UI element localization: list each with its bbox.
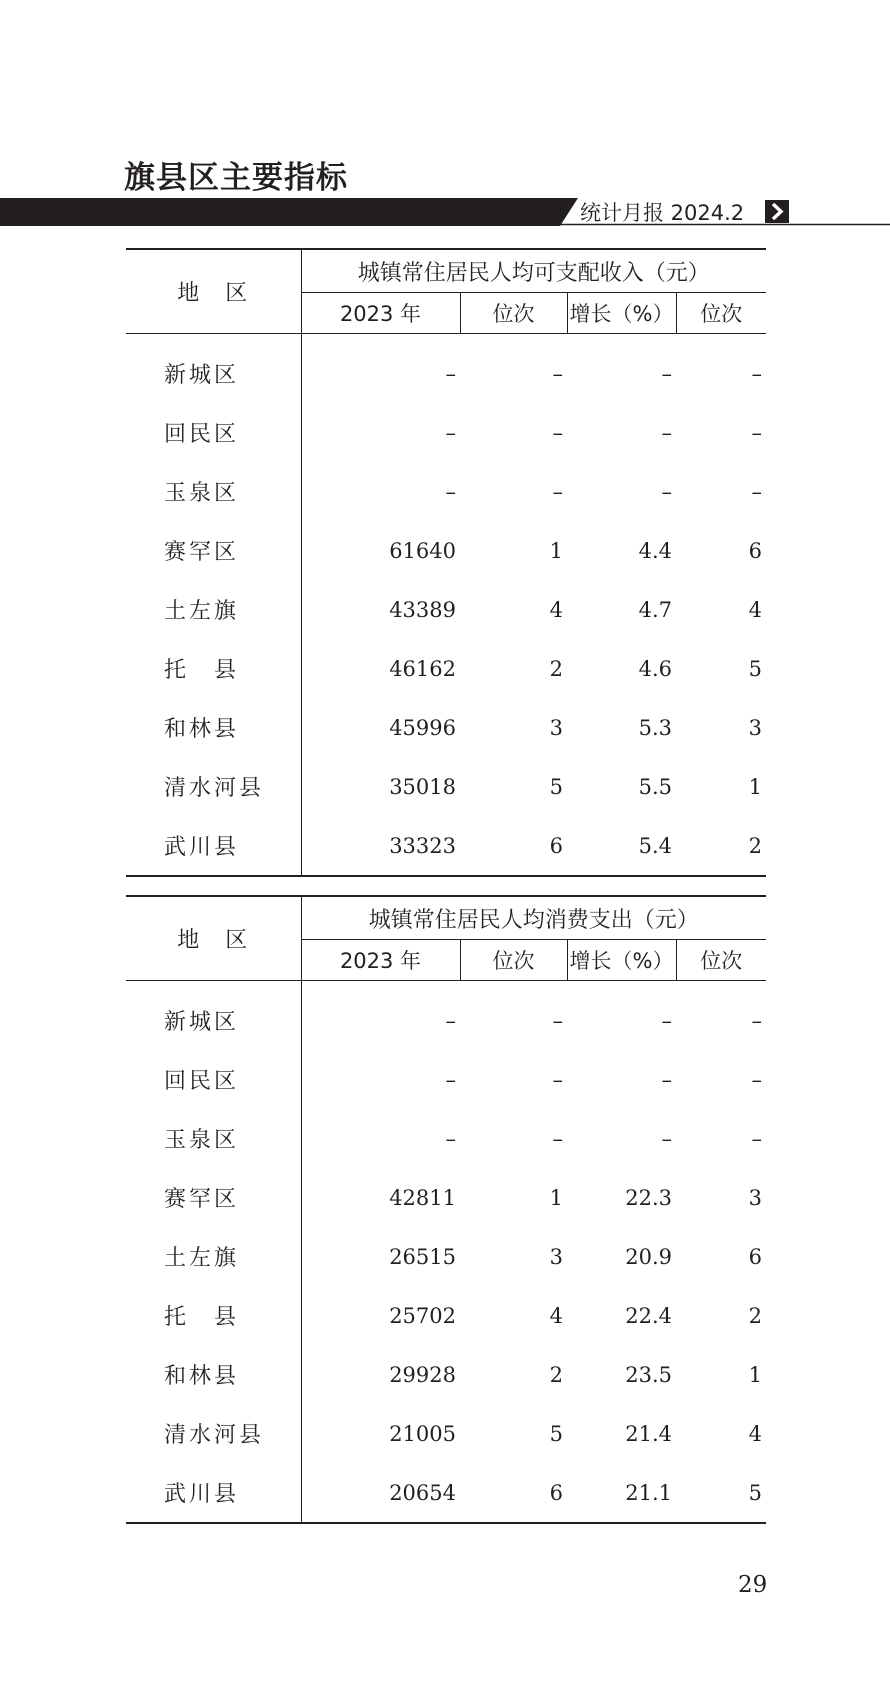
rank-cell: 3 xyxy=(549,1244,563,1269)
growth-cell: – xyxy=(661,420,672,445)
table-row xyxy=(126,462,766,521)
growth-cell: – xyxy=(661,1008,672,1033)
table-row xyxy=(126,1404,766,1463)
growth-rank-cell: 5 xyxy=(748,1480,763,1505)
growth-cell: 23.5 xyxy=(625,1362,672,1387)
value-cell: 42811 xyxy=(389,1185,456,1210)
growth-rank-cell: 5 xyxy=(748,656,763,681)
region-cell: 清水河县 xyxy=(126,757,301,816)
rank-cell: – xyxy=(552,361,563,386)
growth-rank-cell: 1 xyxy=(748,774,763,799)
rank-cell: 4 xyxy=(549,1303,563,1328)
growth-rank-cell: 2 xyxy=(748,833,763,858)
table-row xyxy=(126,816,766,876)
region-cell: 土左旗 xyxy=(126,1227,301,1286)
growth-rank-cell: – xyxy=(751,479,763,504)
growth-cell: – xyxy=(661,361,672,386)
table-row xyxy=(126,580,766,639)
region-cell: 托 县 xyxy=(126,1286,301,1345)
table-row xyxy=(126,1109,766,1168)
growth-rank-cell: 4 xyxy=(748,1421,763,1446)
chevron-right-icon xyxy=(765,200,789,223)
growth-cell: – xyxy=(661,1067,672,1092)
table-body xyxy=(126,334,766,877)
growth-rank-cell: – xyxy=(751,420,763,445)
value-cell: – xyxy=(445,1126,456,1151)
rank-cell: 3 xyxy=(549,715,563,740)
value-cell: – xyxy=(445,1008,456,1033)
value-cell: – xyxy=(445,1067,456,1092)
growth-cell: 4.7 xyxy=(638,597,672,622)
rank-cell: – xyxy=(552,479,563,504)
growth-rank-cell: 6 xyxy=(748,538,763,563)
region-cell: 土左旗 xyxy=(126,580,301,639)
table-row xyxy=(126,981,766,1051)
rank-cell: 6 xyxy=(549,833,563,858)
column-header-growth: 增长（%） xyxy=(567,293,676,334)
rank-cell: 6 xyxy=(549,1480,563,1505)
region-cell: 武川县 xyxy=(126,1463,301,1523)
value-cell: 21005 xyxy=(389,1421,456,1446)
table-row xyxy=(126,639,766,698)
region-cell: 和林县 xyxy=(126,698,301,757)
growth-cell: 22.4 xyxy=(625,1303,672,1328)
growth-cell: 5.4 xyxy=(638,833,672,858)
rank-cell: – xyxy=(552,420,563,445)
value-cell: 33323 xyxy=(389,833,456,858)
header-band xyxy=(0,198,890,226)
group-header: 城镇常住居民人均消费支出（元） xyxy=(301,896,766,940)
table-row xyxy=(126,1463,766,1523)
region-cell: 新城区 xyxy=(126,981,301,1051)
value-cell: 46162 xyxy=(389,656,456,681)
table-row xyxy=(126,1168,766,1227)
growth-rank-cell: 6 xyxy=(748,1244,763,1269)
rank-cell: 1 xyxy=(549,1185,563,1210)
page-number: 29 xyxy=(738,1572,768,1598)
growth-rank-cell: – xyxy=(751,1067,763,1092)
page-title: 旗县区主要指标 xyxy=(124,160,348,196)
value-cell: 25702 xyxy=(389,1303,456,1328)
growth-cell: 21.4 xyxy=(625,1421,672,1446)
region-cell: 武川县 xyxy=(126,816,301,876)
growth-cell: 4.6 xyxy=(638,656,672,681)
column-header-growth: 增长（%） xyxy=(567,940,676,981)
growth-cell: 4.4 xyxy=(638,538,672,563)
table-body xyxy=(126,981,766,1524)
region-cell: 托 县 xyxy=(126,639,301,698)
growth-rank-cell: – xyxy=(751,1008,763,1033)
growth-rank-cell: 1 xyxy=(748,1362,763,1387)
column-header-growth-rank: 位次 xyxy=(676,293,766,334)
column-header-rank: 位次 xyxy=(460,293,567,334)
rank-cell: 5 xyxy=(549,774,563,799)
table-row xyxy=(126,521,766,580)
rank-cell: 1 xyxy=(549,538,563,563)
table-row xyxy=(126,757,766,816)
table-row xyxy=(126,1227,766,1286)
region-cell: 赛罕区 xyxy=(126,1168,301,1227)
rank-cell: 2 xyxy=(549,1362,563,1387)
value-cell: 20654 xyxy=(389,1480,456,1505)
growth-cell: 21.1 xyxy=(625,1480,672,1505)
rank-cell: – xyxy=(552,1126,563,1151)
region-cell: 回民区 xyxy=(126,1050,301,1109)
region-cell: 赛罕区 xyxy=(126,521,301,580)
growth-rank-cell: – xyxy=(751,1126,763,1151)
table-row xyxy=(126,1345,766,1404)
table-row xyxy=(126,403,766,462)
rank-cell: 2 xyxy=(549,656,563,681)
value-cell: – xyxy=(445,479,456,504)
rank-cell: 5 xyxy=(549,1421,563,1446)
growth-rank-cell: 3 xyxy=(748,1185,763,1210)
group-header: 城镇常住居民人均可支配收入（元） xyxy=(301,249,766,293)
rank-cell: – xyxy=(552,1067,563,1092)
table-row xyxy=(126,1050,766,1109)
income-table xyxy=(126,248,766,877)
growth-cell: – xyxy=(661,1126,672,1151)
value-cell: – xyxy=(445,361,456,386)
table-row xyxy=(126,698,766,757)
region-header: 地 区 xyxy=(126,249,301,334)
growth-rank-cell: 2 xyxy=(748,1303,763,1328)
region-cell: 新城区 xyxy=(126,334,301,404)
region-header: 地 区 xyxy=(126,896,301,981)
table-row xyxy=(126,1286,766,1345)
value-cell: 26515 xyxy=(389,1244,456,1269)
growth-rank-cell: 4 xyxy=(748,597,763,622)
rank-cell: 4 xyxy=(549,597,563,622)
growth-cell: – xyxy=(661,479,672,504)
expenditure-table xyxy=(126,895,766,1524)
region-cell: 和林县 xyxy=(126,1345,301,1404)
publication-label: 统计月报 2024.2 xyxy=(580,201,745,225)
table-row xyxy=(126,334,766,404)
growth-cell: 5.3 xyxy=(638,715,672,740)
rank-cell: – xyxy=(552,1008,563,1033)
value-cell: 61640 xyxy=(389,538,456,563)
region-cell: 玉泉区 xyxy=(126,1109,301,1168)
value-cell: 35018 xyxy=(389,774,456,799)
value-cell: 29928 xyxy=(389,1362,456,1387)
column-header-year: 2023 年 xyxy=(301,293,460,334)
region-cell: 清水河县 xyxy=(126,1404,301,1463)
growth-cell: 20.9 xyxy=(625,1244,672,1269)
growth-cell: 22.3 xyxy=(625,1185,672,1210)
growth-rank-cell: – xyxy=(751,361,763,386)
column-header-rank: 位次 xyxy=(460,940,567,981)
region-cell: 玉泉区 xyxy=(126,462,301,521)
growth-cell: 5.5 xyxy=(638,774,672,799)
value-cell: 43389 xyxy=(389,597,456,622)
value-cell: 45996 xyxy=(389,715,456,740)
column-header-year: 2023 年 xyxy=(301,940,460,981)
value-cell: – xyxy=(445,420,456,445)
growth-rank-cell: 3 xyxy=(748,715,763,740)
column-header-growth-rank: 位次 xyxy=(676,940,766,981)
region-cell: 回民区 xyxy=(126,403,301,462)
